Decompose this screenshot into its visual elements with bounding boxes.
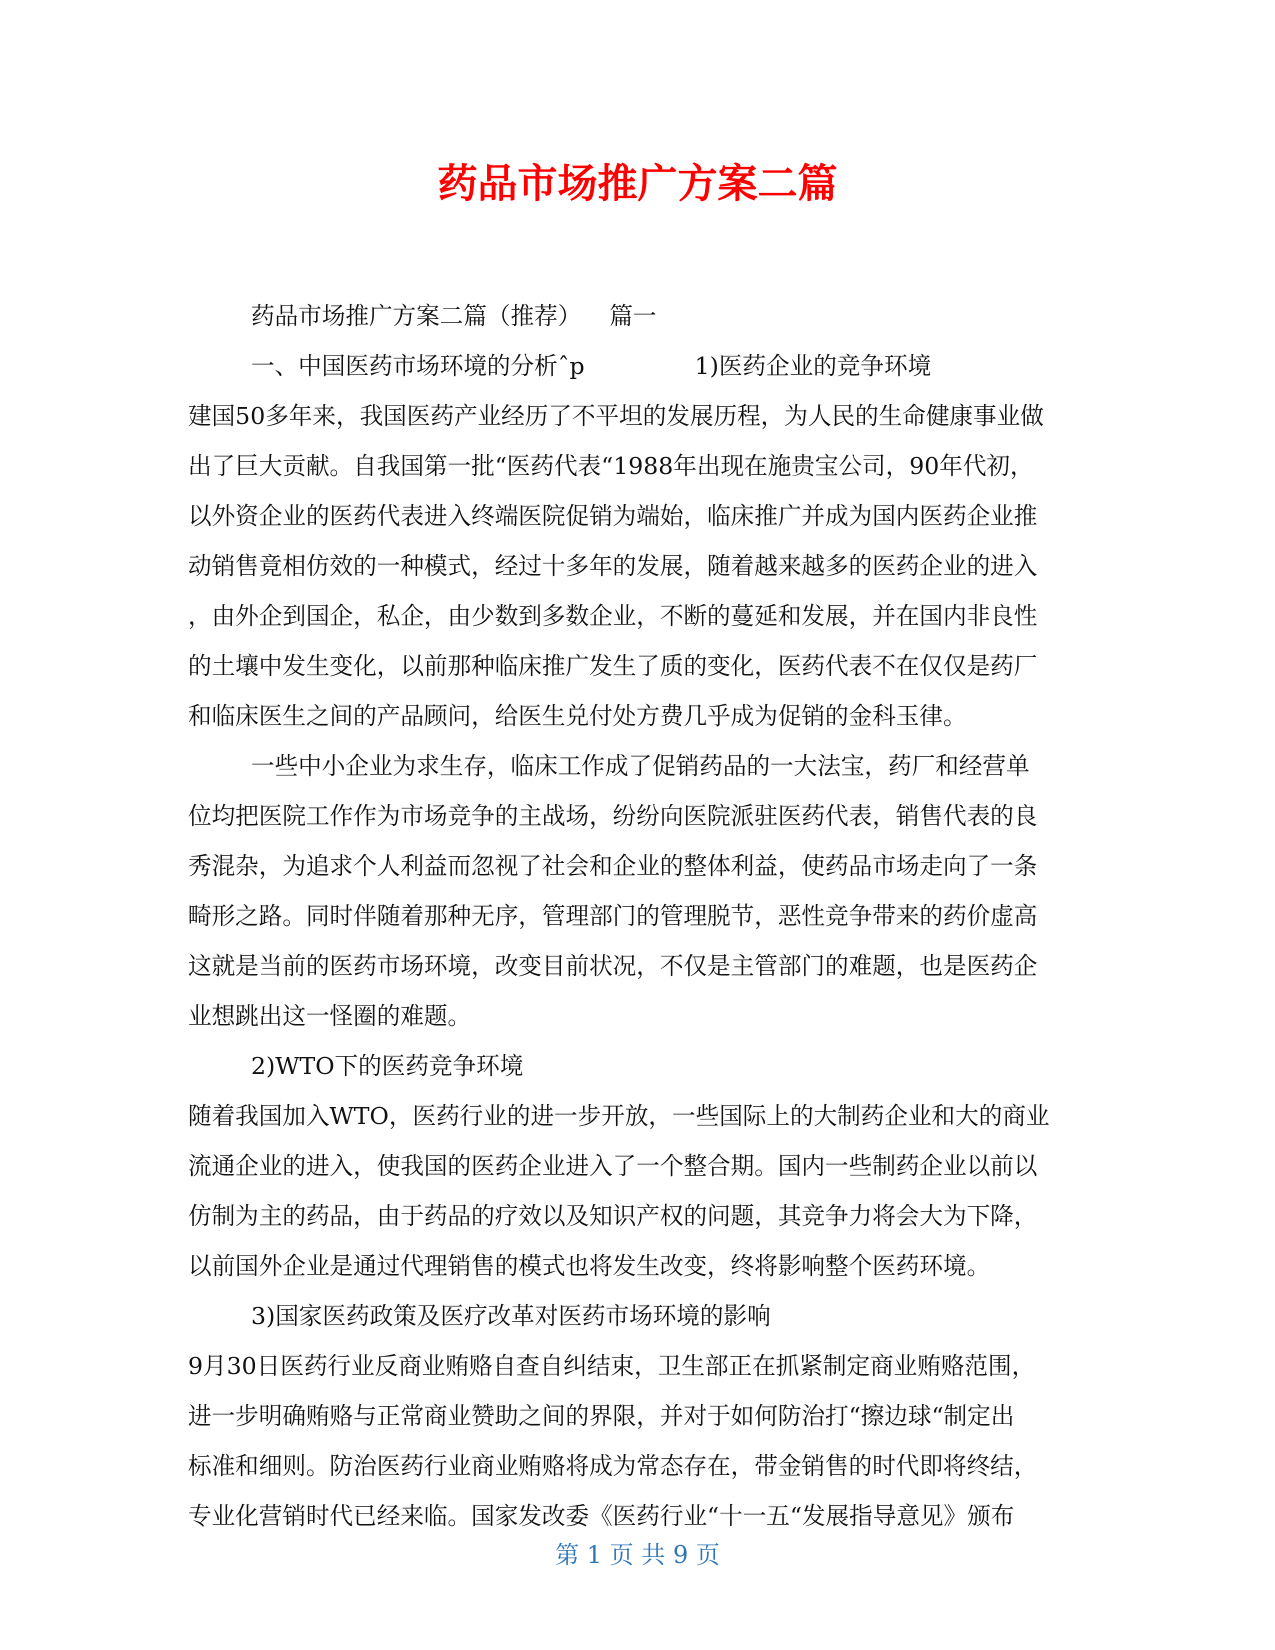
document-body [188,291,1088,1541]
paragraph-line: 秀混杂，为追求个人利益而忽视了社会和企业的整体利益，使药品市场走向了一条 [188,852,1038,880]
paragraph-line: 标准和细则。防治医药行业商业贿赂将成为常态存在，带金销售的时代即将终结， [188,1452,1038,1480]
subtitle-line [188,291,1088,341]
paragraph-line: 和临床医生之间的产品顾问，给医生兑付处方费几乎成为促销的金科玉律。 [188,702,967,730]
paragraph-line: 动销售竟相仿效的一种模式，经过十多年的发展，随着越来越多的医药企业的进入 [188,552,1038,580]
subsection-heading: 2)WTO下的医药竞争环境 [251,1052,524,1080]
paragraph-line: 以外资企业的医药代表进入终端医院促销为端始，临床推广并成为国内医药企业推 [188,502,1038,530]
paragraph-line: 畸形之路。同时伴随着那种无序，管理部门的管理脱节，恶性竞争带来的药价虚高 [188,902,1038,930]
paragraph-line: 以前国外企业是通过代理销售的模式也将发生改变，终将影响整个医药环境。 [188,1252,991,1280]
paragraph-line: 专业化营销时代已经来临。国家发改委《医药行业“十一五“发展指导意见》颁布 [188,1502,1015,1530]
paragraph-line: 建国50多年来，我国医药产业经历了不平坦的发展历程，为人民的生命健康事业做 [188,402,1044,430]
section-subheading: 1)医药企业的竞争环境 [694,352,932,380]
subtitle-text: 药品市场推广方案二篇（推荐） [251,302,582,330]
paragraph-line: 仿制为主的药品，由于药品的疗效以及知识产权的问题，其竞争力将会大为下降， [188,1202,1038,1230]
section-heading-line [188,341,1088,391]
document-title: 药品市场推广方案二篇 [437,161,838,207]
paragraph-line: 随着我国加入WTO，医药行业的进一步开放，一些国际上的大制药企业和大的商业 [188,1102,1050,1130]
paragraph-line: 进一步明确贿赂与正常商业赞助之间的界限，并对于如何防治打“擦边球“制定出 [188,1402,1015,1430]
paragraph-line: 流通企业的进入，使我国的医药企业进入了一个整合期。国内一些制药企业以前以 [188,1152,1038,1180]
paragraph-line: 出了巨大贡献。自我国第一批“医药代表“1988年出现在施贵宝公司，90年代初， [188,452,1034,480]
paragraph-line: 业想跳出这一怪圈的难题。 [188,1002,472,1030]
paragraph-line: ，由外企到国企，私企，由少数到多数企业，不断的蔓延和发展，并在国内非良性 [188,602,1038,630]
section-heading: 一、中国医药市场环境的分析ˆp [251,352,585,380]
part-label: 篇一 [609,302,657,330]
subsection-heading: 3)国家医药政策及医疗改革对医药市场环境的影响 [251,1302,771,1330]
paragraph-line: 的土壤中发生变化，以前那种临床推广发生了质的变化，医药代表不在仅仅是药厂 [188,652,1038,680]
page-number: 第 1 页 共 9 页 [555,1541,720,1569]
paragraph-line: 一些中小企业为求生存，临床工作成了促销药品的一大法宝，药厂和经营单 [251,752,1030,780]
paragraph-line: 这就是当前的医药市场环境，改变目前状况，不仅是主管部门的难题，也是医药企 [188,952,1038,980]
paragraph-line: 9月30日医药行业反商业贿赂自查自纠结束，卫生部正在抓紧制定商业贿赂范围， [188,1352,1036,1380]
paragraph-line: 位均把医院工作作为市场竞争的主战场，纷纷向医院派驻医药代表，销售代表的良 [188,802,1038,830]
